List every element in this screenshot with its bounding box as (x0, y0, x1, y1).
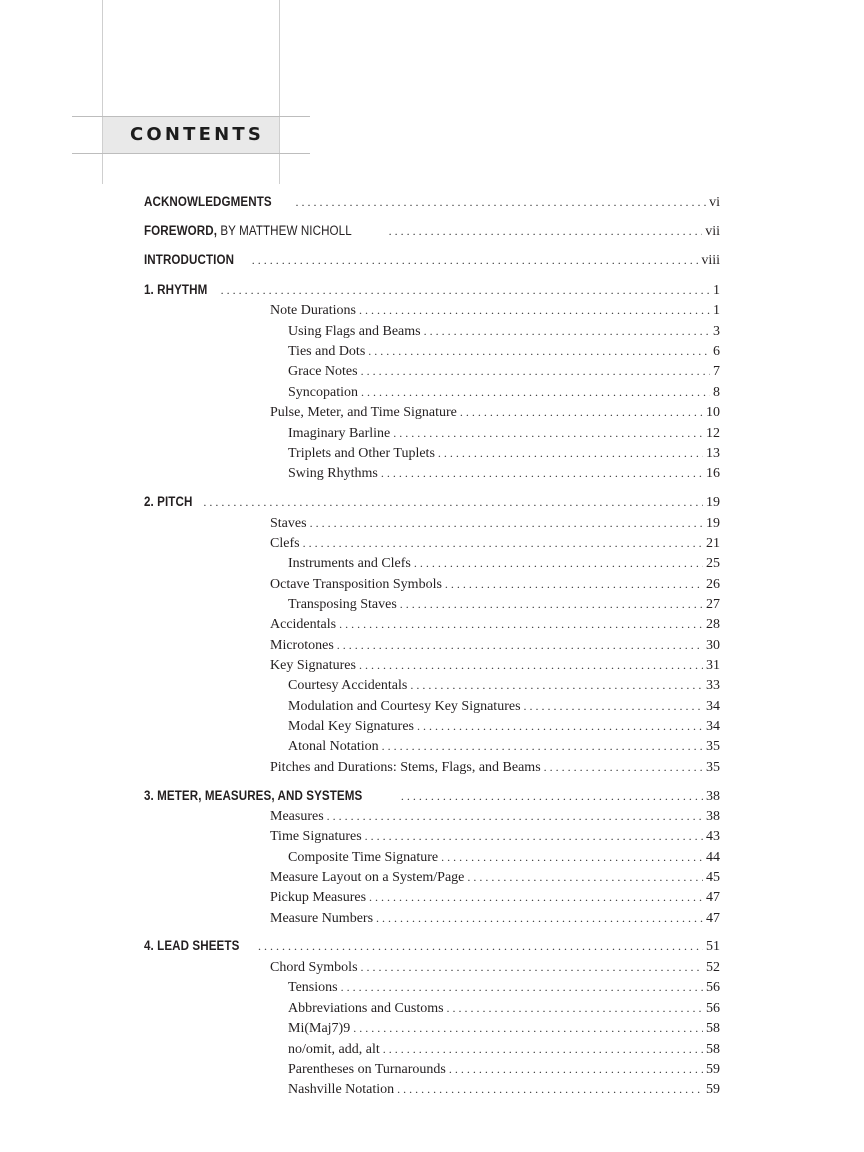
header-rule-top (72, 116, 310, 117)
chapter-page-number: 1 (713, 283, 720, 298)
toc-entry[interactable] (288, 716, 720, 736)
entry-label: Courtesy Accidentals (288, 678, 408, 693)
entry-page-number: 45 (706, 870, 720, 885)
dot-leader (303, 533, 703, 553)
entry-label: Transposing Staves (288, 597, 397, 612)
entry-label: Mi(Maj7)9 (288, 1021, 351, 1036)
entry-label: Measure Numbers (270, 911, 374, 926)
dot-leader (361, 382, 710, 402)
chapter-page-number: 38 (706, 789, 720, 804)
page-title: CONTENTS (130, 124, 265, 145)
entry-label: Atonal Notation (288, 739, 379, 754)
entry-label: Nashville Notation (288, 1082, 395, 1097)
toc-entry[interactable] (270, 957, 720, 977)
dot-leader (365, 826, 703, 846)
dot-leader (401, 786, 703, 806)
entry-label: Chord Symbols (270, 960, 358, 975)
toc-entry[interactable] (270, 826, 720, 846)
entry-page-number: 43 (706, 829, 720, 844)
dot-leader (445, 574, 703, 594)
toc-entry[interactable] (288, 341, 720, 361)
entry-page-number: 3 (713, 324, 720, 339)
entry-label: Modulation and Courtesy Key Signatures (288, 699, 521, 714)
dot-leader (252, 250, 699, 270)
dot-leader (361, 361, 710, 381)
toc-entry-foreword[interactable] (144, 221, 720, 241)
entry-page-number: 35 (706, 760, 720, 775)
toc-entry[interactable] (288, 977, 720, 997)
header-grid-line-left (102, 0, 103, 184)
entry-label: Time Signatures (270, 829, 362, 844)
entry-label: Parentheses on Turnarounds (288, 1062, 446, 1077)
dot-leader (397, 1079, 703, 1099)
entry-page-number: 58 (706, 1021, 720, 1036)
dot-leader (361, 957, 703, 977)
toc-entry[interactable] (270, 887, 720, 907)
toc-entry[interactable] (270, 402, 720, 422)
toc-entry[interactable] (270, 614, 720, 634)
entry-page-number: 30 (706, 638, 720, 653)
chapter-page-number: 19 (706, 495, 720, 510)
entry-page-number: 47 (706, 911, 720, 926)
toc-entry[interactable] (270, 533, 720, 553)
dot-leader (447, 998, 703, 1018)
dot-leader (389, 221, 703, 241)
dot-leader (258, 936, 703, 956)
entry-page-number: 21 (706, 536, 720, 551)
entry-label: Measure Layout on a System/Page (270, 870, 465, 885)
dot-leader (359, 655, 703, 675)
entry-page-number: 12 (706, 426, 720, 441)
entry-page-number: 6 (713, 344, 720, 359)
toc-entry[interactable] (288, 675, 720, 695)
entry-label: Instruments and Clefs (288, 556, 411, 571)
entry-label: Pitches and Durations: Stems, Flags, and Beams (270, 760, 541, 775)
toc-entry[interactable] (288, 696, 720, 716)
dot-leader (221, 280, 710, 300)
toc-entry[interactable] (288, 1059, 720, 1079)
entry-label: Using Flags and Beams (288, 324, 421, 339)
entry-label: Modal Key Signatures (288, 719, 414, 734)
dot-leader (424, 321, 710, 341)
dot-leader (393, 423, 703, 443)
entry-page-number: 8 (713, 385, 720, 400)
chapter-page-number: 51 (706, 939, 720, 954)
entry-page-number: 19 (706, 516, 720, 531)
toc-entry[interactable] (288, 736, 720, 756)
entry-page-number: 31 (706, 658, 720, 673)
entry-page-number: 34 (706, 699, 720, 714)
entry-page-number: 47 (706, 890, 720, 905)
toc-chapter-3[interactable] (144, 786, 720, 806)
dot-leader (296, 192, 707, 212)
toc-entry[interactable] (288, 1039, 720, 1059)
toc-entry[interactable] (288, 553, 720, 573)
toc-entry[interactable] (288, 443, 720, 463)
toc-chapter-4[interactable] (144, 936, 720, 956)
toc-chapter-1[interactable] (144, 280, 720, 300)
chapter-label: 1. RHYTHM (144, 282, 208, 297)
toc-chapter-2[interactable] (144, 492, 720, 512)
entry-label: Imaginary Barline (288, 426, 391, 441)
toc-entry[interactable] (270, 757, 720, 777)
entry-label: Octave Transposition Symbols (270, 577, 442, 592)
entry-label: Pickup Measures (270, 890, 367, 905)
toc-entry[interactable] (288, 463, 720, 483)
entry-label: Microtones (270, 638, 334, 653)
entry-page-number: 25 (706, 556, 720, 571)
chapter-label: 2. PITCH (144, 494, 193, 509)
dot-leader (203, 492, 703, 512)
entry-page-number: 59 (706, 1082, 720, 1097)
dot-leader (369, 887, 703, 907)
entry-page-number: vii (705, 224, 720, 239)
dot-leader (414, 553, 703, 573)
toc-entry-introduction[interactable] (144, 250, 720, 270)
entry-page-number: 7 (713, 364, 720, 379)
header-rule-bottom (72, 153, 310, 154)
entry-page-number: 52 (706, 960, 720, 975)
entry-label: Clefs (270, 536, 300, 551)
entry-page-number: 1 (713, 303, 720, 318)
entry-label: Accidentals (270, 617, 337, 632)
chapter-label: 4. LEAD SHEETS (144, 938, 240, 953)
entry-page-number: 26 (706, 577, 720, 592)
entry-page-number: 27 (706, 597, 720, 612)
entry-page-number: 56 (706, 980, 720, 995)
toc-entry[interactable] (270, 655, 720, 675)
dot-leader (449, 1059, 703, 1079)
dot-leader (382, 736, 703, 756)
toc-entry[interactable] (288, 321, 720, 341)
toc-entry[interactable] (288, 423, 720, 443)
chapter-label: 3. METER, MEASURES, AND SYSTEMS (144, 788, 363, 803)
entry-label: no/omit, add, alt (288, 1042, 380, 1057)
entry-label: Key Signatures (270, 658, 356, 673)
entry-page-number: 58 (706, 1042, 720, 1057)
entry-label: ACKNOWLEDGMENTS (144, 194, 272, 209)
entry-page-number: vi (709, 195, 720, 210)
dot-leader (376, 908, 703, 928)
dot-leader (544, 757, 703, 777)
entry-label: Swing Rhythms (288, 466, 378, 481)
entry-page-number: 13 (706, 446, 720, 461)
entry-label: Grace Notes (288, 364, 358, 379)
entry-page-number: 38 (706, 809, 720, 824)
entry-page-number: 16 (706, 466, 720, 481)
toc-entry[interactable] (288, 998, 720, 1018)
toc-entry[interactable] (270, 867, 720, 887)
entry-label: Composite Time Signature (288, 850, 439, 865)
entry-page-number: 35 (706, 739, 720, 754)
entry-page-number: 56 (706, 1001, 720, 1016)
dot-leader (417, 716, 703, 736)
entry-page-number: 33 (706, 678, 720, 693)
toc-entry[interactable] (288, 1079, 720, 1099)
entry-page-number: viii (701, 253, 720, 268)
dot-leader (310, 513, 703, 533)
entry-label: Abbreviations and Customs (288, 1001, 444, 1016)
entry-label: Syncopation (288, 385, 358, 400)
dot-leader (524, 696, 703, 716)
entry-page-number: 44 (706, 850, 720, 865)
toc-entry[interactable] (270, 635, 720, 655)
entry-page-number: 59 (706, 1062, 720, 1077)
toc-entry[interactable] (288, 1018, 720, 1038)
entry-label: Staves (270, 516, 307, 531)
dot-leader (410, 675, 703, 695)
toc-entry[interactable] (288, 382, 720, 402)
dot-leader (460, 402, 703, 422)
toc-entry[interactable] (270, 908, 720, 928)
dot-leader (441, 847, 703, 867)
dot-leader (383, 1039, 703, 1059)
toc-entry[interactable] (270, 574, 720, 594)
toc-entry-acknowledgments[interactable] (144, 192, 720, 212)
dot-leader (327, 806, 703, 826)
dot-leader (368, 341, 710, 361)
entry-label: Triplets and Other Tuplets (288, 446, 435, 461)
dot-leader (467, 867, 703, 887)
toc-entry[interactable] (288, 847, 720, 867)
toc-entry[interactable] (270, 806, 720, 826)
dot-leader (337, 635, 703, 655)
entry-page-number: 10 (706, 405, 720, 420)
toc-entry[interactable] (288, 594, 720, 614)
header-grid-line-right (279, 0, 280, 184)
entry-label: Note Durations (270, 303, 356, 318)
entry-page-number: 34 (706, 719, 720, 734)
dot-leader (341, 977, 703, 997)
entry-label: Ties and Dots (288, 344, 366, 359)
dot-leader (400, 594, 703, 614)
dot-leader (339, 614, 703, 634)
entry-label: FOREWORD, BY MATTHEW NICHOLL (144, 223, 352, 238)
toc-entry[interactable] (270, 513, 720, 533)
dot-leader (353, 1018, 703, 1038)
entry-page-number: 28 (706, 617, 720, 632)
toc-entry[interactable] (288, 361, 720, 381)
entry-label: Measures (270, 809, 324, 824)
toc-entry[interactable] (270, 300, 720, 320)
dot-leader (438, 443, 703, 463)
dot-leader (359, 300, 710, 320)
entry-label: Tensions (288, 980, 338, 995)
dot-leader (381, 463, 703, 483)
entry-label: INTRODUCTION (144, 252, 235, 267)
entry-label: Pulse, Meter, and Time Signature (270, 405, 457, 420)
